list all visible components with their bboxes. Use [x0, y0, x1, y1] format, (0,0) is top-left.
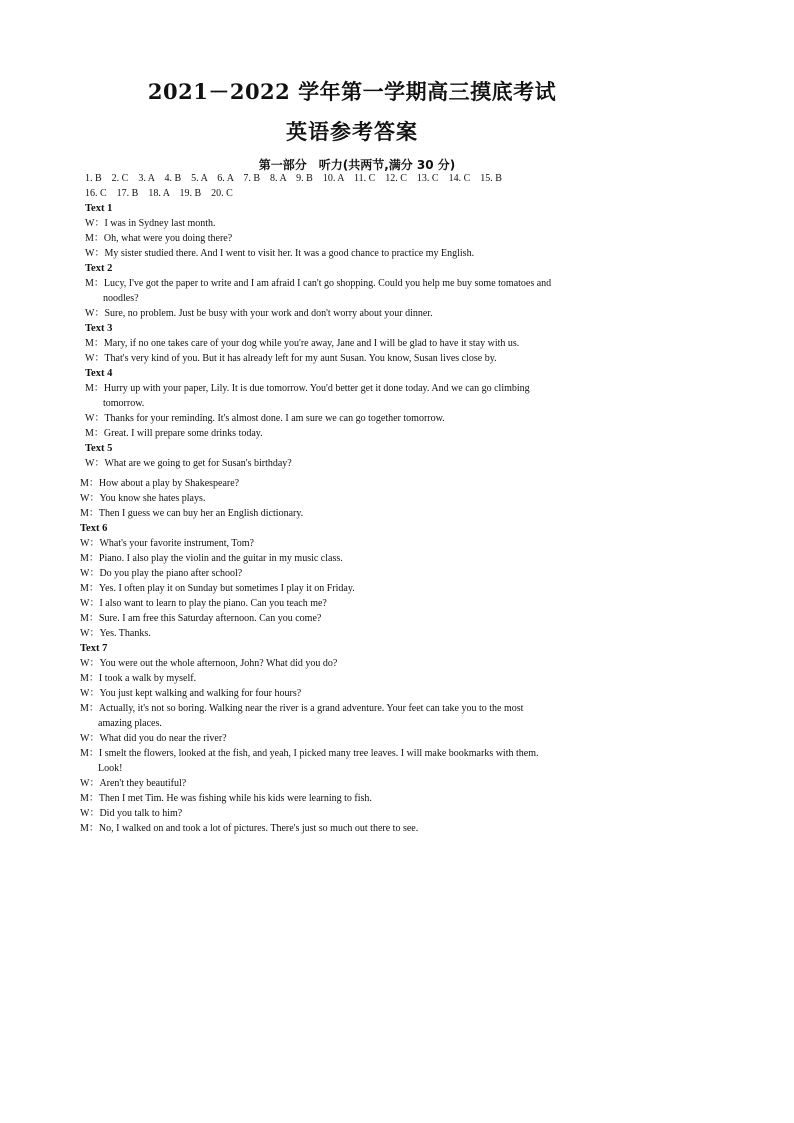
- dialogue-line: W：What's your favorite instrument, Tom?: [80, 538, 254, 549]
- text-heading: Text 5: [85, 443, 113, 454]
- dialogue-line: M：Sure. I am free this Saturday afternoon. Can you come?: [80, 613, 322, 624]
- dialogue-line: W：What are we going to get for Susan's birthday?: [85, 458, 292, 469]
- dialogue-line: W：Do you play the piano after school?: [80, 568, 243, 579]
- dialogue-line: M：Mary, if no one takes care of your dog while you're away, Jane and I will be glad to have it stay with us.: [85, 338, 520, 349]
- dialogue-line: M：Yes. I often play it on Sunday but sometimes I play it on Friday.: [80, 583, 355, 594]
- dialogue-line: M：Actually, it's not so boring. Walking near the river is a grand adventure. Your feet can take you to the most: [80, 703, 524, 714]
- dialogue-line: W：Sure, no problem. Just be busy with your work and don't worry about your dinner.: [85, 308, 433, 319]
- dialogue-line: W：You were out the whole afternoon, John? What did you do?: [80, 658, 338, 669]
- dialogue-line: M：I took a walk by myself.: [80, 673, 197, 684]
- dialogue-line: M：Lucy, I've got the paper to write and I am afraid I can't go shopping. Could you help me buy some tomatoes and: [85, 278, 552, 289]
- dialogue-line-continued: Look!: [98, 763, 123, 774]
- answers-line-2: 16. C 17. B 18. A 19. B 20. C: [85, 188, 233, 199]
- dialogue-line-continued: noodles?: [103, 293, 139, 304]
- dialogue-line: W：My sister studied there. And I went to visit her. It was a good chance to practice my English.: [85, 248, 475, 259]
- dialogue-line: M：Oh, what were you doing there?: [85, 233, 233, 244]
- dialogue-line: W：I was in Sydney last month.: [85, 218, 216, 229]
- dialogue-line: W：Did you talk to him?: [80, 808, 183, 819]
- dialogue-line: M：Then I guess we can buy her an English dictionary.: [80, 508, 304, 519]
- dialogue-line: M：I smelt the flowers, looked at the fish, and yeah, I picked many tree leaves. I will make bookmarks with them.: [80, 748, 539, 759]
- dialogue-line-continued: amazing places.: [98, 718, 162, 729]
- text-heading: Text 4: [85, 368, 113, 379]
- dialogue-line: M：How about a play by Shakespeare?: [80, 478, 240, 489]
- text-heading: Text 3: [85, 323, 113, 334]
- dialogue-line: W：You know she hates plays.: [80, 493, 206, 504]
- dialogue-line: W：Aren't they beautiful?: [80, 778, 187, 789]
- dialogue-line: M：Hurry up with your paper, Lily. It is due tomorrow. You'd better get it done today. And we can go climbing: [85, 383, 530, 394]
- dialogue-line: W：You just kept walking and walking for four hours?: [80, 688, 302, 699]
- text-heading: Text 1: [85, 203, 113, 214]
- dialogue-line-continued: tomorrow.: [103, 398, 145, 409]
- dialogue-line: M：Then I met Tim. He was fishing while his kids were learning to fish.: [80, 793, 372, 804]
- dialogue-line: W：Yes. Thanks.: [80, 628, 151, 639]
- dialogue-line: M：No, I walked on and took a lot of pictures. There's just so much out there to see.: [80, 823, 419, 834]
- dialogue-line: M：Great. I will prepare some drinks today.: [85, 428, 263, 439]
- text-heading: Text 7: [80, 643, 108, 654]
- dialogue-line: W：I also want to learn to play the piano. Can you teach me?: [80, 598, 327, 609]
- dialogue-line: W：Thanks for your reminding. It's almost done. I am sure we can go together tomorrow.: [85, 413, 445, 424]
- exam-subtitle: 英语参考答案: [286, 119, 418, 144]
- dialogue-line: M：Piano. I also play the violin and the guitar in my music class.: [80, 553, 343, 564]
- part-heading: 第一部分 听力(共两节,满分 30 分): [258, 158, 456, 172]
- text-heading: Text 2: [85, 263, 113, 274]
- exam-title: 2021－2022 学年第一学期高三摸底考试: [147, 79, 557, 104]
- answers-line-1: 1. B 2. C 3. A 4. B 5. A 6. A 7. B 8. A 9. B 10. A 11. C 12. C 13. C 14. C 15. B: [85, 173, 502, 184]
- dialogue-line: W：What did you do near the river?: [80, 733, 227, 744]
- dialogue-line: W：That's very kind of you. But it has already left for my aunt Susan. You know, Susan lives close by.: [85, 353, 497, 364]
- text-heading: Text 6: [80, 523, 108, 534]
